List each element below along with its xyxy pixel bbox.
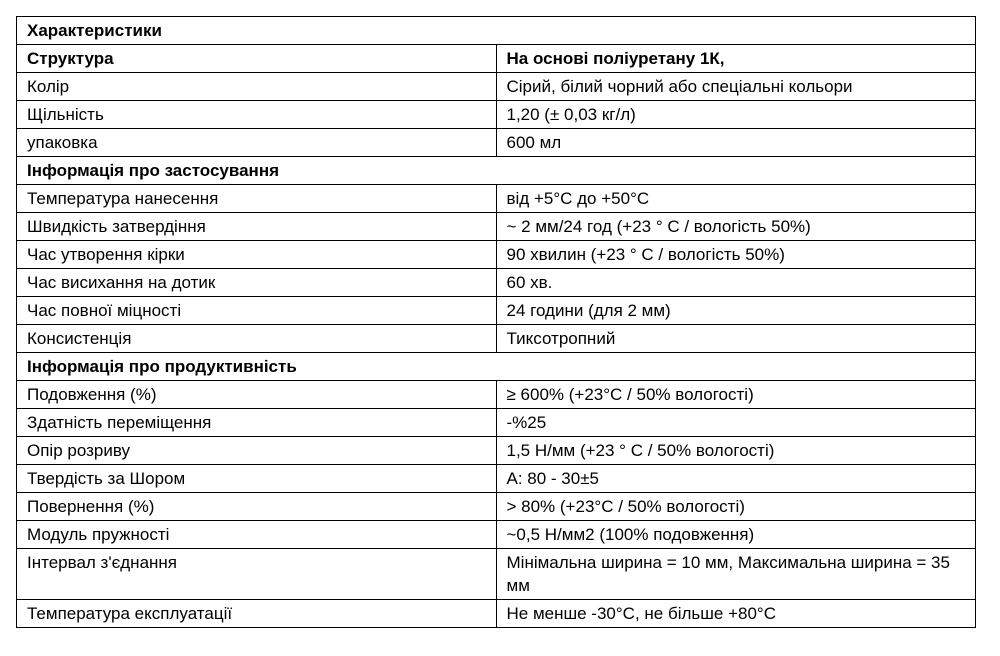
table-row	[17, 549, 976, 600]
row-value: 1,20 (± 0,03 кг/л)	[496, 101, 976, 129]
application-section-title: Інформація про застосування	[17, 157, 976, 185]
row-value: Тиксотропний	[496, 325, 976, 353]
row-label: Модуль пружності	[17, 521, 497, 549]
row-label: Здатність переміщення	[17, 409, 497, 437]
row-value: від +5°C до +50°C	[496, 185, 976, 213]
table-row	[17, 521, 976, 549]
section-header-row	[17, 353, 976, 381]
row-label: Подовження (%)	[17, 381, 497, 409]
row-label: Температура експлуатації	[17, 600, 497, 628]
row-value: ≥ 600% (+23°C / 50% вологості)	[496, 381, 976, 409]
structure-value: На основі поліуретану 1К,	[496, 45, 976, 73]
table-row	[17, 185, 976, 213]
row-value: 60 хв.	[496, 269, 976, 297]
row-value: ~0,5 Н/мм2 (100% подовження)	[496, 521, 976, 549]
row-label: Опір розриву	[17, 437, 497, 465]
row-value: ~ 2 мм/24 год (+23 ° C / вологість 50%)	[496, 213, 976, 241]
table-row	[17, 381, 976, 409]
row-value: Не менше -30°C, не більше +80°C	[496, 600, 976, 628]
row-value: 24 години (для 2 мм)	[496, 297, 976, 325]
table-title: Характеристики	[17, 17, 976, 45]
specifications-table	[16, 16, 976, 628]
row-label: Колір	[17, 73, 497, 101]
row-label: Час висихання на дотик	[17, 269, 497, 297]
table-row	[17, 297, 976, 325]
row-value: Мінімальна ширина = 10 мм, Максимальна ширина = 35 мм	[496, 549, 976, 600]
row-label: Інтервал з'єднання	[17, 549, 497, 600]
table-row	[17, 213, 976, 241]
row-value: 1,5 Н/мм (+23 ° C / 50% вологості)	[496, 437, 976, 465]
row-label: Температура нанесення	[17, 185, 497, 213]
table-row	[17, 600, 976, 628]
table-row	[17, 465, 976, 493]
row-label: Час повної міцності	[17, 297, 497, 325]
table-row	[17, 73, 976, 101]
table-row	[17, 269, 976, 297]
row-value: 600 мл	[496, 129, 976, 157]
table-row	[17, 101, 976, 129]
table-row	[17, 129, 976, 157]
table-row	[17, 493, 976, 521]
row-label: Консистенція	[17, 325, 497, 353]
table-row	[17, 241, 976, 269]
table-row	[17, 409, 976, 437]
row-label: Час утворення кірки	[17, 241, 497, 269]
row-label: упаковка	[17, 129, 497, 157]
row-value: > 80% (+23°C / 50% вологості)	[496, 493, 976, 521]
row-value: 90 хвилин (+23 ° C / вологість 50%)	[496, 241, 976, 269]
row-label: Повернення (%)	[17, 493, 497, 521]
row-label: Щільність	[17, 101, 497, 129]
row-label: Швидкість затвердіння	[17, 213, 497, 241]
table-row	[17, 437, 976, 465]
section-header-row	[17, 157, 976, 185]
row-value: -%25	[496, 409, 976, 437]
row-value: Сірий, білий чорний або спеціальні кольори	[496, 73, 976, 101]
table-title-row	[17, 17, 976, 45]
row-value: А: 80 - 30±5	[496, 465, 976, 493]
structure-row	[17, 45, 976, 73]
row-label: Твердість за Шором	[17, 465, 497, 493]
performance-section-title: Інформація про продуктивність	[17, 353, 976, 381]
structure-label: Структура	[17, 45, 497, 73]
table-row	[17, 325, 976, 353]
